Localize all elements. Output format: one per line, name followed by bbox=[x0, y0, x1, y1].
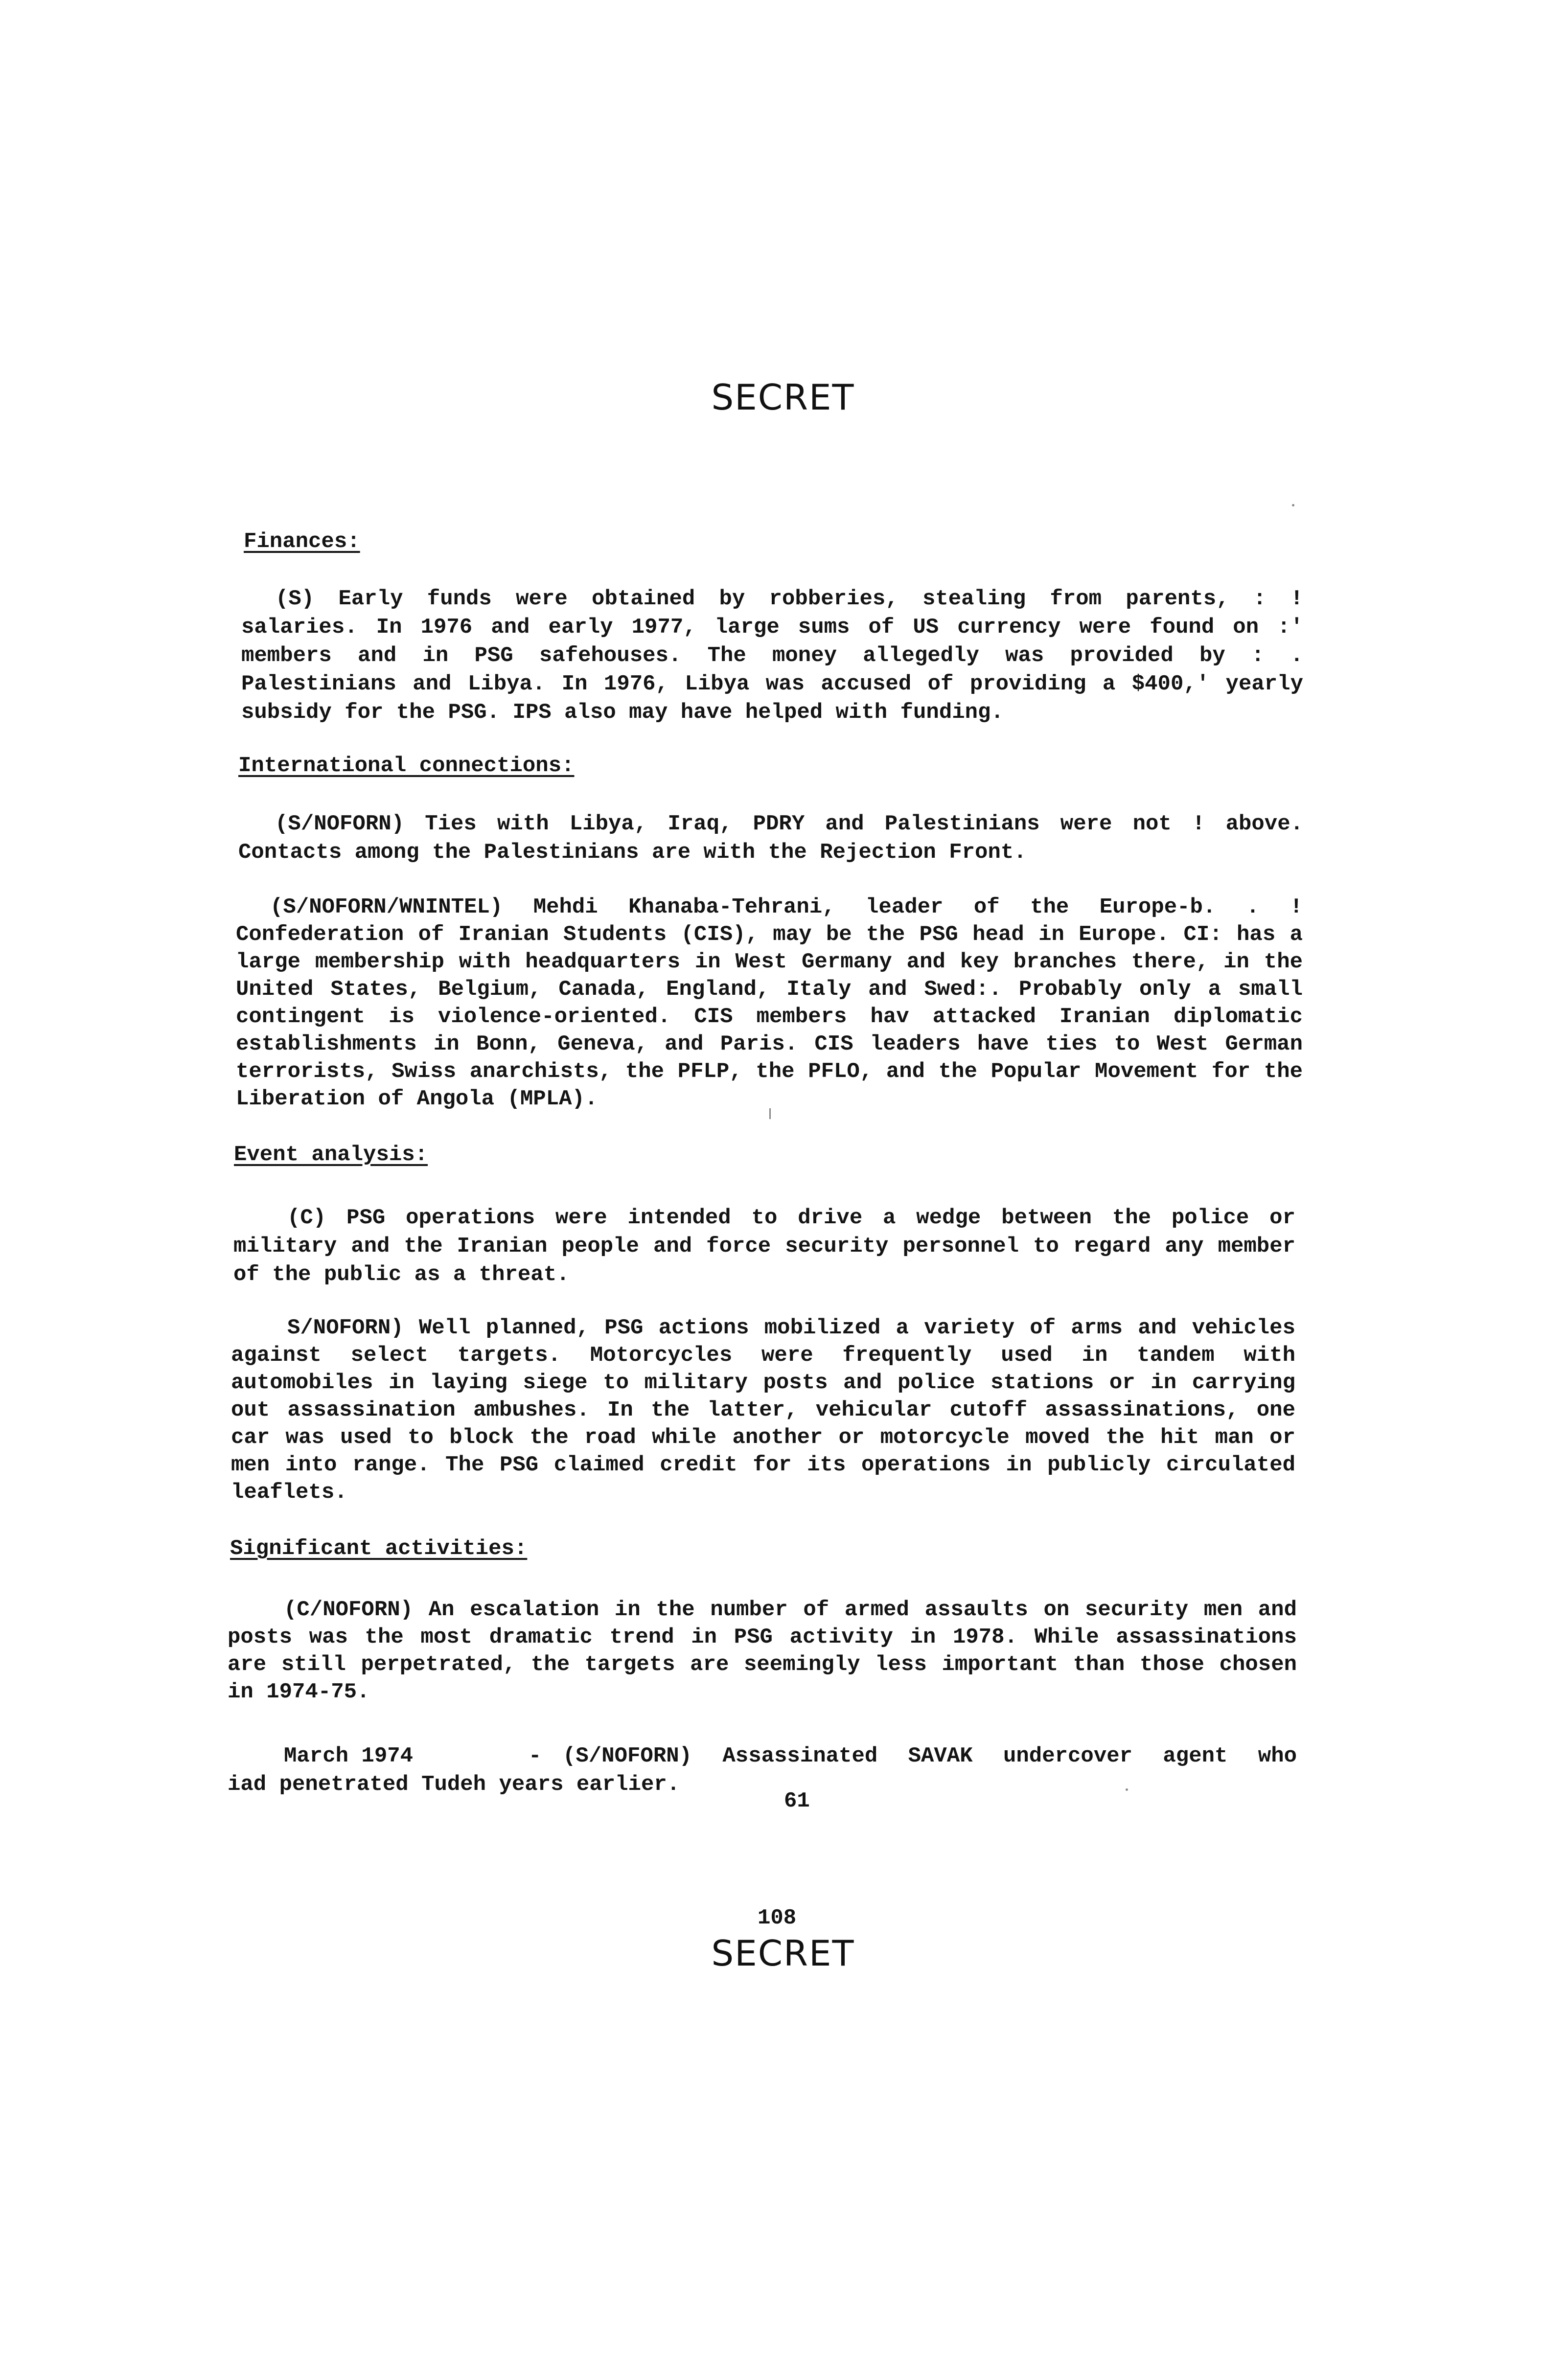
page-number: 108 bbox=[758, 1906, 797, 1930]
paragraph-escalation: (C/NOFORN) An escalation in the number of armed assaults on security men and posts was the most dramatic trend in PSG activity in 1978. While assassinations are still perpetrated, the targets are seemingly less important than those chosen in 1974-75. bbox=[228, 1598, 1297, 1704]
activity-date: March 1974 bbox=[284, 1744, 414, 1768]
paragraph-cis-confederation: (S/NOFORN/WNINTEL) Mehdi Khanaba-Tehrani, leader of the Europe-b. . ! Confederation of Iranian Students (CIS), may be the PSG head in Europe. CI: has a large membership with headquarters in West Germany and key branches there, in the United States, Belgium, Canada, England, Italy and Swed:. Probably only a small contingent is violence-oriented. CIS members hav attacked Iranian diplomatic establishments in Bonn, Geneva, and Paris. CIS leaders have ties to West German terrorists, Swiss anarchists, the PFLP, the PFLO, and the Popular Movement for the Liberation of Angola (MPLA). bbox=[236, 895, 1303, 1111]
activity-entry bbox=[228, 1742, 1297, 1799]
inner-page-number: 61 bbox=[784, 1789, 810, 1813]
classification-header: SECRET bbox=[711, 377, 855, 418]
scan-speck bbox=[1126, 1788, 1128, 1791]
scan-speck bbox=[1292, 504, 1294, 506]
section-heading-international-connections: International connections: bbox=[238, 754, 575, 778]
activity-dash: - bbox=[529, 1744, 542, 1768]
activity-continuation: iad penetrated Tudeh years earlier. bbox=[228, 1772, 680, 1797]
scan-mark bbox=[769, 1108, 771, 1119]
paragraph-psg-operations: (C) PSG operations were intended to drive a wedge between the police or military and the Iranian people and force security personnel to regard any member of the public as a threat. bbox=[233, 1206, 1295, 1287]
section-heading-event-analysis: Event analysis: bbox=[234, 1143, 428, 1167]
section-heading-significant-activities: Significant activities: bbox=[230, 1536, 528, 1561]
paragraph-international-ties: (S/NOFORN) Ties with Libya, Iraq, PDRY and Palestinians were not ! above. Contacts among the Palestinians are with the Rejection Front. bbox=[238, 812, 1303, 865]
section-heading-finances: Finances: bbox=[244, 529, 360, 554]
paragraph-psg-actions: S/NOFORN) Well planned, PSG actions mobilized a variety of arms and vehicles against select targets. Motorcycles were frequently used in tandem with automobiles in laying siege to military posts and police stations or in carrying out assassination ambushes. In the latter, vehicular cutoff assassinations, one car was used to block the road while another or motorcycle moved the hit man or men into range. The PSG claimed credit for its operations in publicly circulated leaflets. bbox=[231, 1316, 1295, 1505]
paragraph-finances: (S) Early funds were obtained by robberies, stealing from parents, : ! salaries. In 1976 and early 1977, large sums of US currency were found on :' members and in PSG safehouses. The money allegedly was provided by : . Palestinians and Libya. In 1976, Libya was accused of providing a $400,' yearly subsidy for the PSG. IPS also may have helped with funding. bbox=[241, 587, 1303, 725]
classification-footer: SECRET bbox=[711, 1933, 855, 1974]
activity-description: (S/NOFORN) Assassinated SAVAK undercover agent who bbox=[563, 1744, 1297, 1768]
